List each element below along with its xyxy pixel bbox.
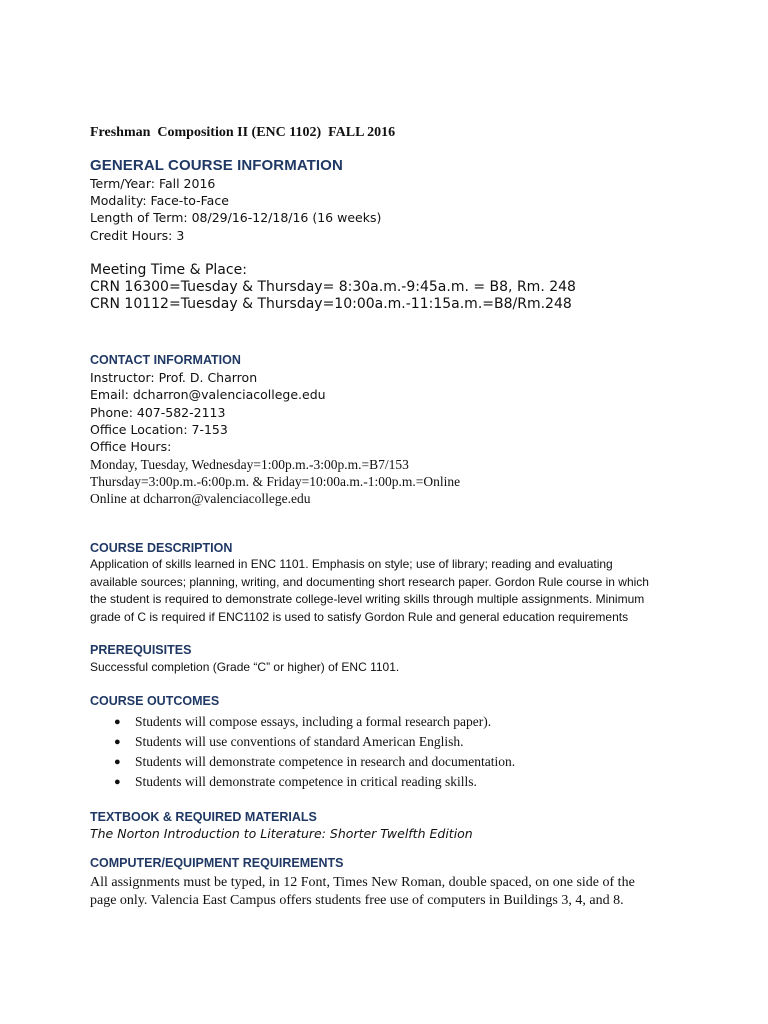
- outcome-text: Students will use conventions of standard American English.: [135, 734, 464, 749]
- description-line: the student is required to demonstrate college-level writing skills through multiple assignments. Minimum: [90, 592, 645, 606]
- bullet-icon: ●: [114, 776, 121, 788]
- description-heading: COURSE DESCRIPTION: [90, 541, 233, 555]
- textbook-title: The Norton Introduction to Literature: Shorter Twelfth Edition: [90, 826, 473, 841]
- bullet-icon: ●: [114, 716, 121, 728]
- document-title: Freshman Composition II (ENC 1102) FALL 2016: [90, 125, 396, 140]
- outcome-item: [90, 752, 515, 772]
- office-hours-line-2: Thursday=3:00p.m.-6:00p.m. & Friday=10:00a.m.-1:00p.m.=Online: [90, 474, 461, 489]
- crn-10112-text: CRN 10112=Tuesday & Thursday=10:00a.m.-11:15a.m.=B8/Rm.248: [90, 296, 572, 312]
- meeting-label: Meeting Time & Place:: [90, 262, 247, 278]
- outcome-item: [90, 712, 515, 732]
- outcome-item: [90, 732, 515, 752]
- outcomes-list: [90, 712, 515, 792]
- phone-text: Phone: 407-582-2113: [90, 405, 226, 420]
- contact-heading: CONTACT INFORMATION: [90, 353, 241, 367]
- office-location-text: Office Location: 7-153: [90, 422, 228, 437]
- general-info-heading: GENERAL COURSE INFORMATION: [90, 157, 343, 174]
- modality-text: Modality: Face-to-Face: [90, 193, 229, 208]
- description-paragraph: [90, 556, 710, 626]
- textbook-heading: TEXTBOOK & REQUIRED MATERIALS: [90, 810, 317, 824]
- computer-requirements-paragraph: [90, 874, 710, 910]
- bullet-icon: ●: [114, 736, 121, 748]
- requirements-line: page only. Valencia East Campus offers students free use of computers in Buildings 3, 4, and 8.: [90, 893, 624, 908]
- prerequisites-text: Successful completion (Grade “C” or higher) of ENC 1101.: [90, 660, 400, 674]
- computer-heading: COMPUTER/EQUIPMENT REQUIREMENTS: [90, 856, 344, 870]
- prerequisites-heading: PREREQUISITES: [90, 643, 192, 657]
- description-line: grade of C is required if ENC1102 is used to satisfy Gordon Rule and general education requirements: [90, 609, 629, 624]
- outcomes-heading: COURSE OUTCOMES: [90, 694, 220, 708]
- outcome-item: [90, 772, 515, 792]
- term-length-text: Length of Term: 08/29/16-12/18/16 (16 weeks): [90, 210, 382, 225]
- office-hours-line-3: Online at dcharron@valenciacollege.edu: [90, 491, 311, 506]
- instructor-text: Instructor: Prof. D. Charron: [90, 370, 258, 385]
- term-year-text: Term/Year: Fall 2016: [90, 176, 216, 191]
- description-line: available sources; planning, writing, and documenting short research paper. Gordon Rule course in which: [90, 574, 649, 589]
- email-text: Email: dcharron@valenciacollege.edu: [90, 387, 326, 402]
- credit-hours-text: Credit Hours: 3: [90, 228, 185, 243]
- outcome-text: Students will demonstrate competence in critical reading skills.: [135, 774, 477, 789]
- bullet-icon: ●: [114, 756, 121, 768]
- office-hours-line-1: Monday, Tuesday, Wednesday=1:00p.m.-3:00p.m.=B7/153: [90, 457, 409, 472]
- requirements-line: All assignments must be typed, in 12 Font, Times New Roman, double spaced, on one side of the: [90, 875, 635, 890]
- description-line: Application of skills learned in ENC 1101. Emphasis on style; use of library; reading and evaluating: [90, 557, 613, 571]
- crn-16300-text: CRN 16300=Tuesday & Thursday= 8:30a.m.-9:45a.m. = B8, Rm. 248: [90, 279, 576, 295]
- outcome-text: Students will demonstrate competence in research and documentation.: [135, 754, 516, 769]
- office-hours-label: Office Hours:: [90, 439, 172, 454]
- outcome-text: Students will compose essays, including a formal research paper).: [135, 714, 492, 729]
